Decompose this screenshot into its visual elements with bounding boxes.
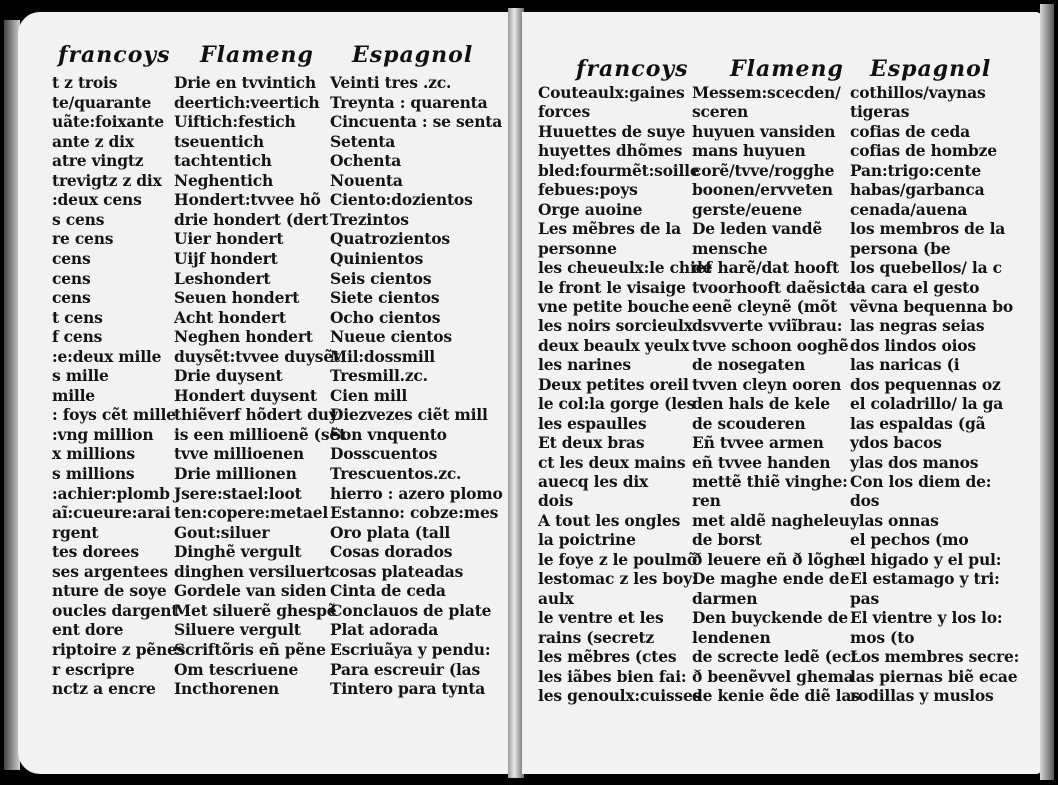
entry-french: :achier:plomb [52, 483, 170, 503]
entry-flemish: de screcte ledẽ (ect [692, 647, 858, 667]
entry-french: tes dorees [52, 542, 139, 562]
entry-flemish: Drie duysent [174, 366, 283, 386]
entry-flemish: De maghe ende de [692, 569, 850, 589]
entry-flemish: mans huyuen [692, 141, 806, 161]
right-page [522, 12, 1042, 774]
entry-flemish: tvve schoon ooghẽ [692, 335, 849, 355]
entry-flemish: de nosegaten [692, 355, 806, 375]
entry-spanish: Los membres secre: [850, 647, 1020, 667]
entry-french: huyettes dhõmes [538, 141, 683, 161]
entry-flemish: corẽ/tvve/rogghe [692, 160, 835, 180]
entry-french: : foys cẽt mille [52, 405, 176, 425]
entry-spanish: Cinta de ceda [330, 581, 446, 601]
entry-spanish: Cien mill [330, 385, 408, 405]
entry-spanish: ylas dos manos [850, 452, 979, 472]
entry-french: Deux petites oreil [538, 374, 689, 394]
entry-flemish: Uier hondert [174, 229, 284, 249]
entry-spanish: Conclauos de plate [330, 600, 492, 620]
entry-spanish: Pan:trigo:cente [850, 160, 981, 180]
entry-french: les genoulx:cuisses [538, 685, 702, 705]
entry-flemish: darmen [692, 588, 758, 608]
entry-spanish: cofias de ceda [850, 121, 970, 141]
entry-flemish: Seuen hondert [174, 288, 300, 308]
entry-spanish: Setenta [330, 131, 396, 151]
entry-flemish: Jsere:stael:loot [174, 483, 302, 503]
entry-french: les noirs sorcieulx [538, 316, 693, 336]
entry-flemish: Drie en tvvintich [174, 73, 316, 92]
entry-french: bled:fourmẽt:soille [538, 160, 700, 180]
entry-flemish: ren [692, 491, 721, 511]
entry-spanish: pas [850, 588, 880, 608]
entry-spanish: tigeras [850, 102, 910, 122]
entry-spanish: cenada/auena [850, 199, 968, 219]
entry-flemish: tseuentich [174, 131, 264, 151]
entry-spanish: Trescuentos.zc. [330, 464, 462, 483]
entry-flemish: duysẽt:tvvee duysẽt [174, 346, 340, 366]
entry-spanish: ydos bacos [850, 433, 942, 453]
entry-french: t cens [52, 307, 103, 327]
entry-french: personne [538, 238, 617, 258]
entry-spanish: Dosscuentos [330, 444, 438, 464]
entry-french: Orge auoine [538, 199, 643, 219]
entry-french: dois [538, 491, 573, 511]
entry-spanish: Escriuãya y pendu: [330, 639, 491, 659]
entry-spanish: Seis cientos [330, 268, 432, 288]
entry-flemish: Scriftõris eñ pẽne [174, 639, 326, 659]
entry-flemish: gerste/euene [692, 199, 802, 219]
entry-flemish: Gout:siluer [174, 522, 270, 542]
entry-spanish: dos pequennas oz [850, 374, 1001, 394]
entry-flemish: De leden vandẽ [692, 219, 823, 239]
entry-french: Couteaulx:gaines [538, 83, 685, 102]
right-page-edge [1040, 4, 1054, 780]
entry-flemish: Uiftich:festich [174, 112, 296, 132]
entry-french: cens [52, 248, 91, 268]
entry-spanish: Ochenta [330, 151, 402, 171]
entry-french: les narines [538, 355, 631, 375]
column-header-french: francoys [576, 56, 689, 82]
entry-flemish: lendenen [692, 627, 771, 647]
entry-french: rgent [52, 522, 99, 542]
entry-spanish: Treynta : quarenta [330, 92, 488, 112]
entry-french: atre vingtz [52, 151, 144, 171]
entry-spanish: mos (to [850, 627, 915, 647]
entry-spanish: Estanno: cobze:mes [330, 503, 499, 523]
entry-flemish: Met siluerẽ ghespẽ [174, 600, 337, 620]
entry-french: ent dore [52, 620, 124, 640]
entry-french: Huuettes de suye [538, 121, 686, 141]
entry-french: f cens [52, 327, 103, 347]
entry-french: ante z dix [52, 131, 134, 151]
entry-flemish: tvoorhooft daẽsicte [692, 277, 857, 297]
entry-french: ses argentees [52, 561, 168, 581]
entry-spanish: las piernas biẽ ecae [850, 666, 1018, 686]
entry-spanish: cosas plateadas [330, 561, 464, 581]
entry-french: febues:poys [538, 180, 638, 200]
entry-flemish: drie hondert (dert [174, 209, 329, 229]
entry-flemish: tachtentich [174, 151, 272, 171]
column-header-spanish: Espagnol [352, 42, 474, 68]
entry-spanish: Ciento:dozientos [330, 190, 473, 210]
entry-flemish: de kenie ẽde diẽ las [692, 685, 860, 705]
entry-french: deux beaulx yeulx [538, 335, 690, 355]
entry-french: vne petite bouche [538, 296, 690, 316]
entry-spanish: Diezvezes ciẽt mill [330, 405, 488, 425]
entry-spanish: los quebellos/ la c [850, 258, 1002, 278]
column-header-french: francoys [58, 42, 171, 68]
entry-flemish: ten:copere:metael [174, 503, 329, 523]
entry-flemish: Hondert:tvvee hõ [174, 190, 321, 210]
entry-spanish: la cara el gesto [850, 277, 980, 297]
entry-flemish: tvve millioenen [174, 444, 304, 464]
entry-french: nture de soye [52, 581, 167, 601]
entry-french: ct les deux mains [538, 452, 686, 472]
entry-spanish: Oro plata (tall [330, 522, 451, 542]
entry-french: lestomac z les boy: [538, 569, 698, 589]
column-header-spanish: Espagnol [870, 56, 992, 82]
entry-french: te/quarante [52, 92, 152, 112]
entry-flemish: de scouderen [692, 413, 806, 433]
entry-french: cens [52, 288, 91, 308]
entry-spanish: El estamago y tri: [850, 569, 1000, 589]
entry-flemish: Den buyckende de [692, 608, 848, 628]
entry-spanish: dos [850, 491, 880, 511]
entry-french: aulx [538, 588, 574, 608]
entry-flemish: Gordele van siden [174, 581, 327, 601]
entry-flemish: met aldẽ nagheleu [692, 510, 850, 530]
entry-flemish: deertich:veertich [174, 92, 320, 112]
entry-spanish: Para escreuir (las [330, 659, 481, 679]
entry-flemish: thiẽverf hõdert duy [174, 405, 338, 425]
entry-spanish: Con los diem de: [850, 472, 992, 491]
entry-flemish: Neghen hondert [174, 327, 313, 347]
entry-french: les iãbes bien fai: [538, 666, 687, 686]
entry-flemish: Uijf hondert [174, 248, 278, 268]
entry-spanish: Trezintos [330, 209, 409, 229]
entry-spanish: cothillos/vaynas [850, 83, 986, 102]
entry-flemish: ð leuere eñ ð lõghe [692, 549, 855, 569]
entry-spanish: los membros de la [850, 219, 1006, 239]
entry-spanish: habas/garbanca [850, 180, 985, 200]
entry-spanish: Plat adorada [330, 620, 439, 640]
entry-french: uãte:foixante [52, 112, 164, 132]
entry-french: riptoire z pẽnes [52, 639, 186, 659]
entry-french: le ventre et les [538, 608, 664, 628]
entry-french: t z trois [52, 73, 118, 92]
entry-flemish: den hals de kele [692, 394, 830, 414]
entry-spanish: vẽvna bequenna bo [850, 296, 1014, 316]
entry-french: oucles dargent [52, 600, 179, 620]
entry-spanish: Quinientos [330, 248, 424, 268]
entry-spanish: dos lindos oios [850, 335, 976, 355]
left-page [18, 12, 510, 774]
entry-flemish: Incthorenen [174, 679, 279, 699]
entry-french: auecq les dix [538, 472, 649, 491]
entry-french: s mille [52, 366, 109, 386]
entry-flemish: Om tescriuene [174, 659, 299, 679]
entry-french: r escripre [52, 659, 135, 679]
entry-flemish: Hondert duysent [174, 385, 317, 405]
entry-flemish: Eñ tvvee armen [692, 433, 824, 453]
entry-french: forces [538, 102, 590, 122]
entry-flemish: Messem:scecden/ [692, 83, 841, 102]
entry-french: le foye z le poulmõ [538, 549, 698, 569]
entry-french: les cheueulx:le chief [538, 258, 712, 278]
entry-spanish: Tintero para tynta [330, 679, 486, 699]
entry-flemish: de harẽ/dat hooft [692, 258, 839, 278]
column-header-flemish: Flameng [730, 56, 844, 82]
entry-flemish: huyuen vansiden [692, 121, 836, 141]
entry-french: s cens [52, 209, 105, 229]
entry-french: les mẽbres (ctes [538, 647, 677, 667]
entry-spanish: las espaldas (gã [850, 413, 986, 433]
entry-french: s millions [52, 464, 135, 483]
entry-spanish: Siete cientos [330, 288, 440, 308]
entry-french: :e:deux mille [52, 346, 162, 366]
entry-spanish: hierro : azero plomo [330, 483, 503, 503]
entry-flemish: dinghen versiluert [174, 561, 332, 581]
entry-flemish: mensche [692, 238, 768, 258]
entry-spanish: cofias de hombze [850, 141, 997, 161]
entry-flemish: Siluere vergult [174, 620, 301, 640]
entry-spanish: Veinti tres .zc. [330, 73, 452, 92]
entry-spanish: persona (be [850, 238, 951, 258]
entry-french: le col:la gorge (les [538, 394, 696, 414]
entry-spanish: las naricas (i [850, 355, 960, 375]
entry-flemish: Neghentich [174, 170, 274, 190]
entry-spanish: las negras seias [850, 316, 985, 336]
entry-french: :vng million [52, 424, 154, 444]
entry-flemish: eenẽ cleynẽ (mõt [692, 296, 838, 316]
entry-french: nctz a encre [52, 679, 156, 699]
entry-spanish: Tresmill.zc. [330, 366, 428, 386]
entry-spanish: el pechos (mo [850, 530, 969, 550]
entry-spanish: el coladrillo/ la ga [850, 394, 1004, 414]
entry-french: le front le visaige [538, 277, 686, 297]
entry-flemish: ð beenẽvvel ghema [692, 666, 854, 686]
entry-flemish: eñ tvvee handen [692, 452, 831, 472]
entry-flemish: de borst [692, 530, 762, 550]
entry-flemish: is een millioenẽ (sẽt [174, 424, 346, 444]
entry-flemish: dsvverte vviĩbrau: [692, 316, 843, 336]
entry-french: trevigtz z dix [52, 170, 162, 190]
entry-french: re cens [52, 229, 114, 249]
entry-flemish: tvven cleyn ooren [692, 374, 842, 394]
entry-flemish: Leshondert [174, 268, 271, 288]
entry-spanish: Cosas dorados [330, 542, 453, 562]
entry-flemish: Dinghẽ vergult [174, 542, 302, 562]
entry-flemish: Acht hondert [174, 307, 286, 327]
entry-french: les espaulles [538, 413, 647, 433]
entry-spanish: Mil:dossmill [330, 346, 435, 366]
entry-french: rains (secretz [538, 627, 655, 647]
entry-french: mille [52, 385, 95, 405]
entry-spanish: Nouenta [330, 170, 403, 190]
entry-french: cens [52, 268, 91, 288]
entry-spanish: Ocho cientos [330, 307, 441, 327]
entry-spanish: El vientre y los lo: [850, 608, 1003, 628]
entry-french: :deux cens [52, 190, 142, 210]
entry-french: Les mẽbres de la [538, 219, 681, 239]
entry-french: la poictrine [538, 530, 636, 550]
entry-spanish: Cincuenta : se senta [330, 112, 503, 132]
entry-spanish: Quatrozientos [330, 229, 450, 249]
entry-spanish: ylas onnas [850, 510, 939, 530]
entry-flemish: Drie millionen [174, 464, 297, 483]
entry-spanish: rodillas y muslos [850, 685, 994, 705]
entry-french: Et deux bras [538, 433, 645, 453]
entry-spanish: Son vnquento [330, 424, 447, 444]
entry-french: aĩ:cueure:arai [52, 503, 171, 523]
entry-spanish: Nueue cientos [330, 327, 452, 347]
entry-french: x millions [52, 444, 135, 464]
entry-flemish: sceren [692, 102, 749, 122]
entry-flemish: boonen/ervveten [692, 180, 833, 200]
entry-spanish: el higado y el pul: [850, 549, 1002, 569]
entry-flemish: mettẽ thiẽ vinghe: [692, 472, 848, 491]
entry-french: A tout les ongles [538, 510, 681, 530]
column-header-flemish: Flameng [200, 42, 314, 68]
